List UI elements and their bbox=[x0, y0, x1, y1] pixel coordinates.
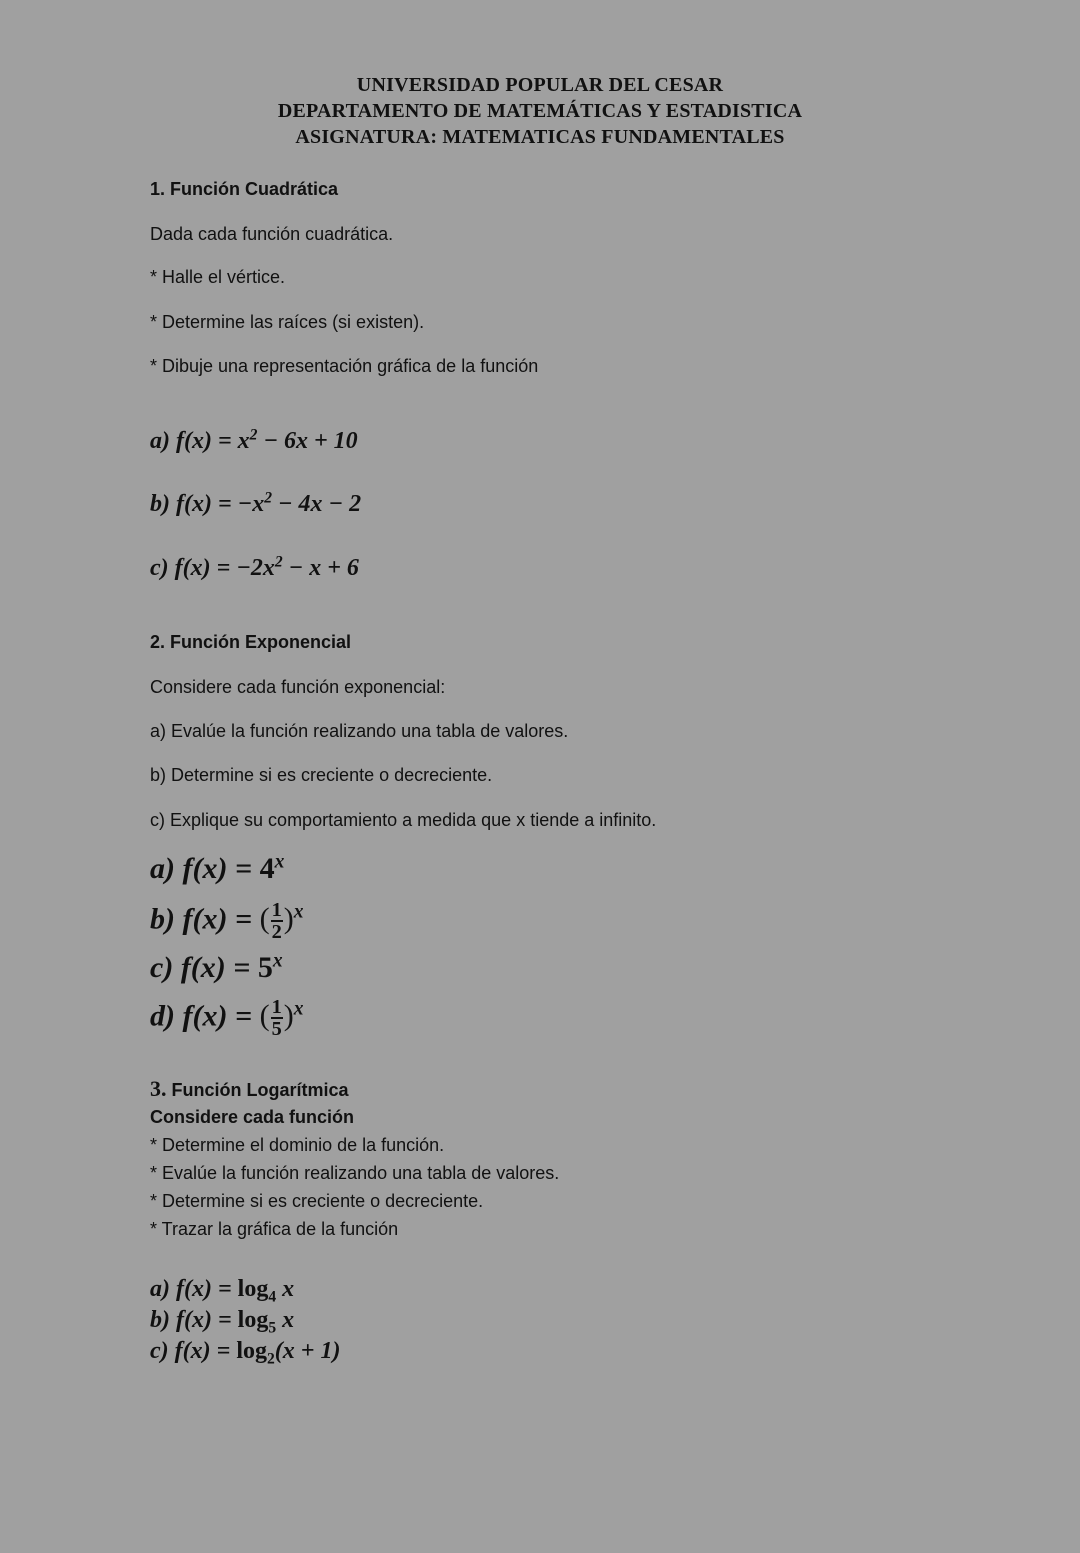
equation-rhs: 5$^x$ bbox=[257, 950, 283, 984]
section1-task: * Determine las raíces (si existen). bbox=[150, 312, 425, 332]
equation-rhs: ( $\frac{1}{5}$ )$^x$ bbox=[259, 996, 304, 1041]
section1-title: 1. Función Cuadrática bbox=[150, 179, 339, 199]
exercise-label: a) bbox=[150, 1276, 170, 1302]
equation-lhs: f(x) = bbox=[176, 1276, 232, 1302]
section3-number: 3. bbox=[150, 1076, 167, 1101]
section1-task: * Halle el vértice. bbox=[150, 267, 286, 287]
section2-intro: Considere cada función exponencial: bbox=[150, 677, 446, 697]
equation-lhs: f(x) = bbox=[180, 951, 251, 984]
section3-task: * Determine si es creciente o decreciente. bbox=[150, 1191, 484, 1211]
equation-rhs: $-2x^2 - x + 6$ bbox=[236, 553, 359, 581]
section1-task: * Dibuje una representación gráfica de la función bbox=[150, 356, 539, 376]
exercise-label: b) bbox=[150, 902, 175, 936]
logarithmic-exercise-c bbox=[150, 1338, 341, 1368]
exercise-label: a) bbox=[150, 852, 175, 885]
section2-task: c) Explique su comportamiento a medida que x tiende a infinito. bbox=[150, 810, 657, 830]
section2-task: b) Determine si es creciente o decreciente. bbox=[150, 765, 493, 785]
exercise-label: c) bbox=[150, 951, 174, 984]
exponential-exercise-a bbox=[150, 852, 284, 886]
equation-rhs: $x^2 - 6x + 10$ bbox=[237, 426, 358, 454]
quadratic-exercise-a bbox=[150, 428, 358, 455]
equation-lhs: f(x) = bbox=[174, 555, 231, 581]
department-name: DEPARTAMENTO DE MATEMÁTICAS Y ESTADISTICA bbox=[277, 100, 803, 122]
section3-title bbox=[150, 1076, 349, 1102]
equation-lhs: f(x) = bbox=[176, 428, 232, 454]
section2-task: a) Evalúe la función realizando una tabla de valores. bbox=[150, 721, 569, 741]
course-name: ASIGNATURA: MATEMATICAS FUNDAMENTALES bbox=[295, 126, 785, 148]
equation-lhs: f(x) = bbox=[176, 1307, 232, 1333]
equation-lhs: f(x) = bbox=[182, 902, 253, 936]
equation-rhs: $\log_2(x + 1)$ bbox=[236, 1338, 341, 1368]
equation-rhs: ( $\frac{1}{2}$ )$^x$ bbox=[259, 899, 304, 944]
section3-task: * Evalúe la función realizando una tabla de valores. bbox=[150, 1163, 560, 1183]
exercise-label: c) bbox=[150, 1338, 169, 1364]
equation-lhs: f(x) = bbox=[174, 1338, 231, 1364]
section3-task: * Determine el dominio de la función. bbox=[150, 1135, 445, 1155]
quadratic-exercise-b bbox=[150, 491, 361, 518]
section3-title-text: Función Logarítmica bbox=[171, 1080, 349, 1100]
section2-title: 2. Función Exponencial bbox=[150, 632, 352, 652]
equation-rhs: $\log_4 x$ bbox=[237, 1276, 295, 1306]
quadratic-exercise-c bbox=[150, 555, 359, 582]
equation-lhs: f(x) = bbox=[176, 491, 232, 517]
equation-rhs: 4$^x$ bbox=[259, 851, 285, 885]
equation-lhs: f(x) = bbox=[182, 852, 253, 885]
section1-intro: Dada cada función cuadrática. bbox=[150, 224, 394, 244]
exercise-label: b) bbox=[150, 491, 170, 517]
exponential-exercise-b bbox=[150, 900, 304, 943]
logarithmic-exercise-a bbox=[150, 1276, 295, 1306]
exercise-label: b) bbox=[150, 1307, 170, 1333]
exponential-exercise-c bbox=[150, 951, 283, 985]
university-name: UNIVERSIDAD POPULAR DEL CESAR bbox=[356, 74, 724, 96]
exercise-label: a) bbox=[150, 428, 170, 454]
logarithmic-exercise-b bbox=[150, 1307, 295, 1337]
section3-task: * Trazar la gráfica de la función bbox=[150, 1219, 399, 1239]
equation-lhs: f(x) = bbox=[182, 999, 253, 1033]
exercise-label: c) bbox=[150, 555, 169, 581]
equation-rhs: $-x^2 - 4x - 2$ bbox=[237, 489, 362, 517]
equation-rhs: $\log_5 x$ bbox=[237, 1307, 295, 1337]
exponential-exercise-d bbox=[150, 997, 304, 1040]
section3-intro: Considere cada función bbox=[150, 1107, 355, 1127]
exercise-label: d) bbox=[150, 999, 175, 1033]
document-header bbox=[0, 72, 1080, 150]
